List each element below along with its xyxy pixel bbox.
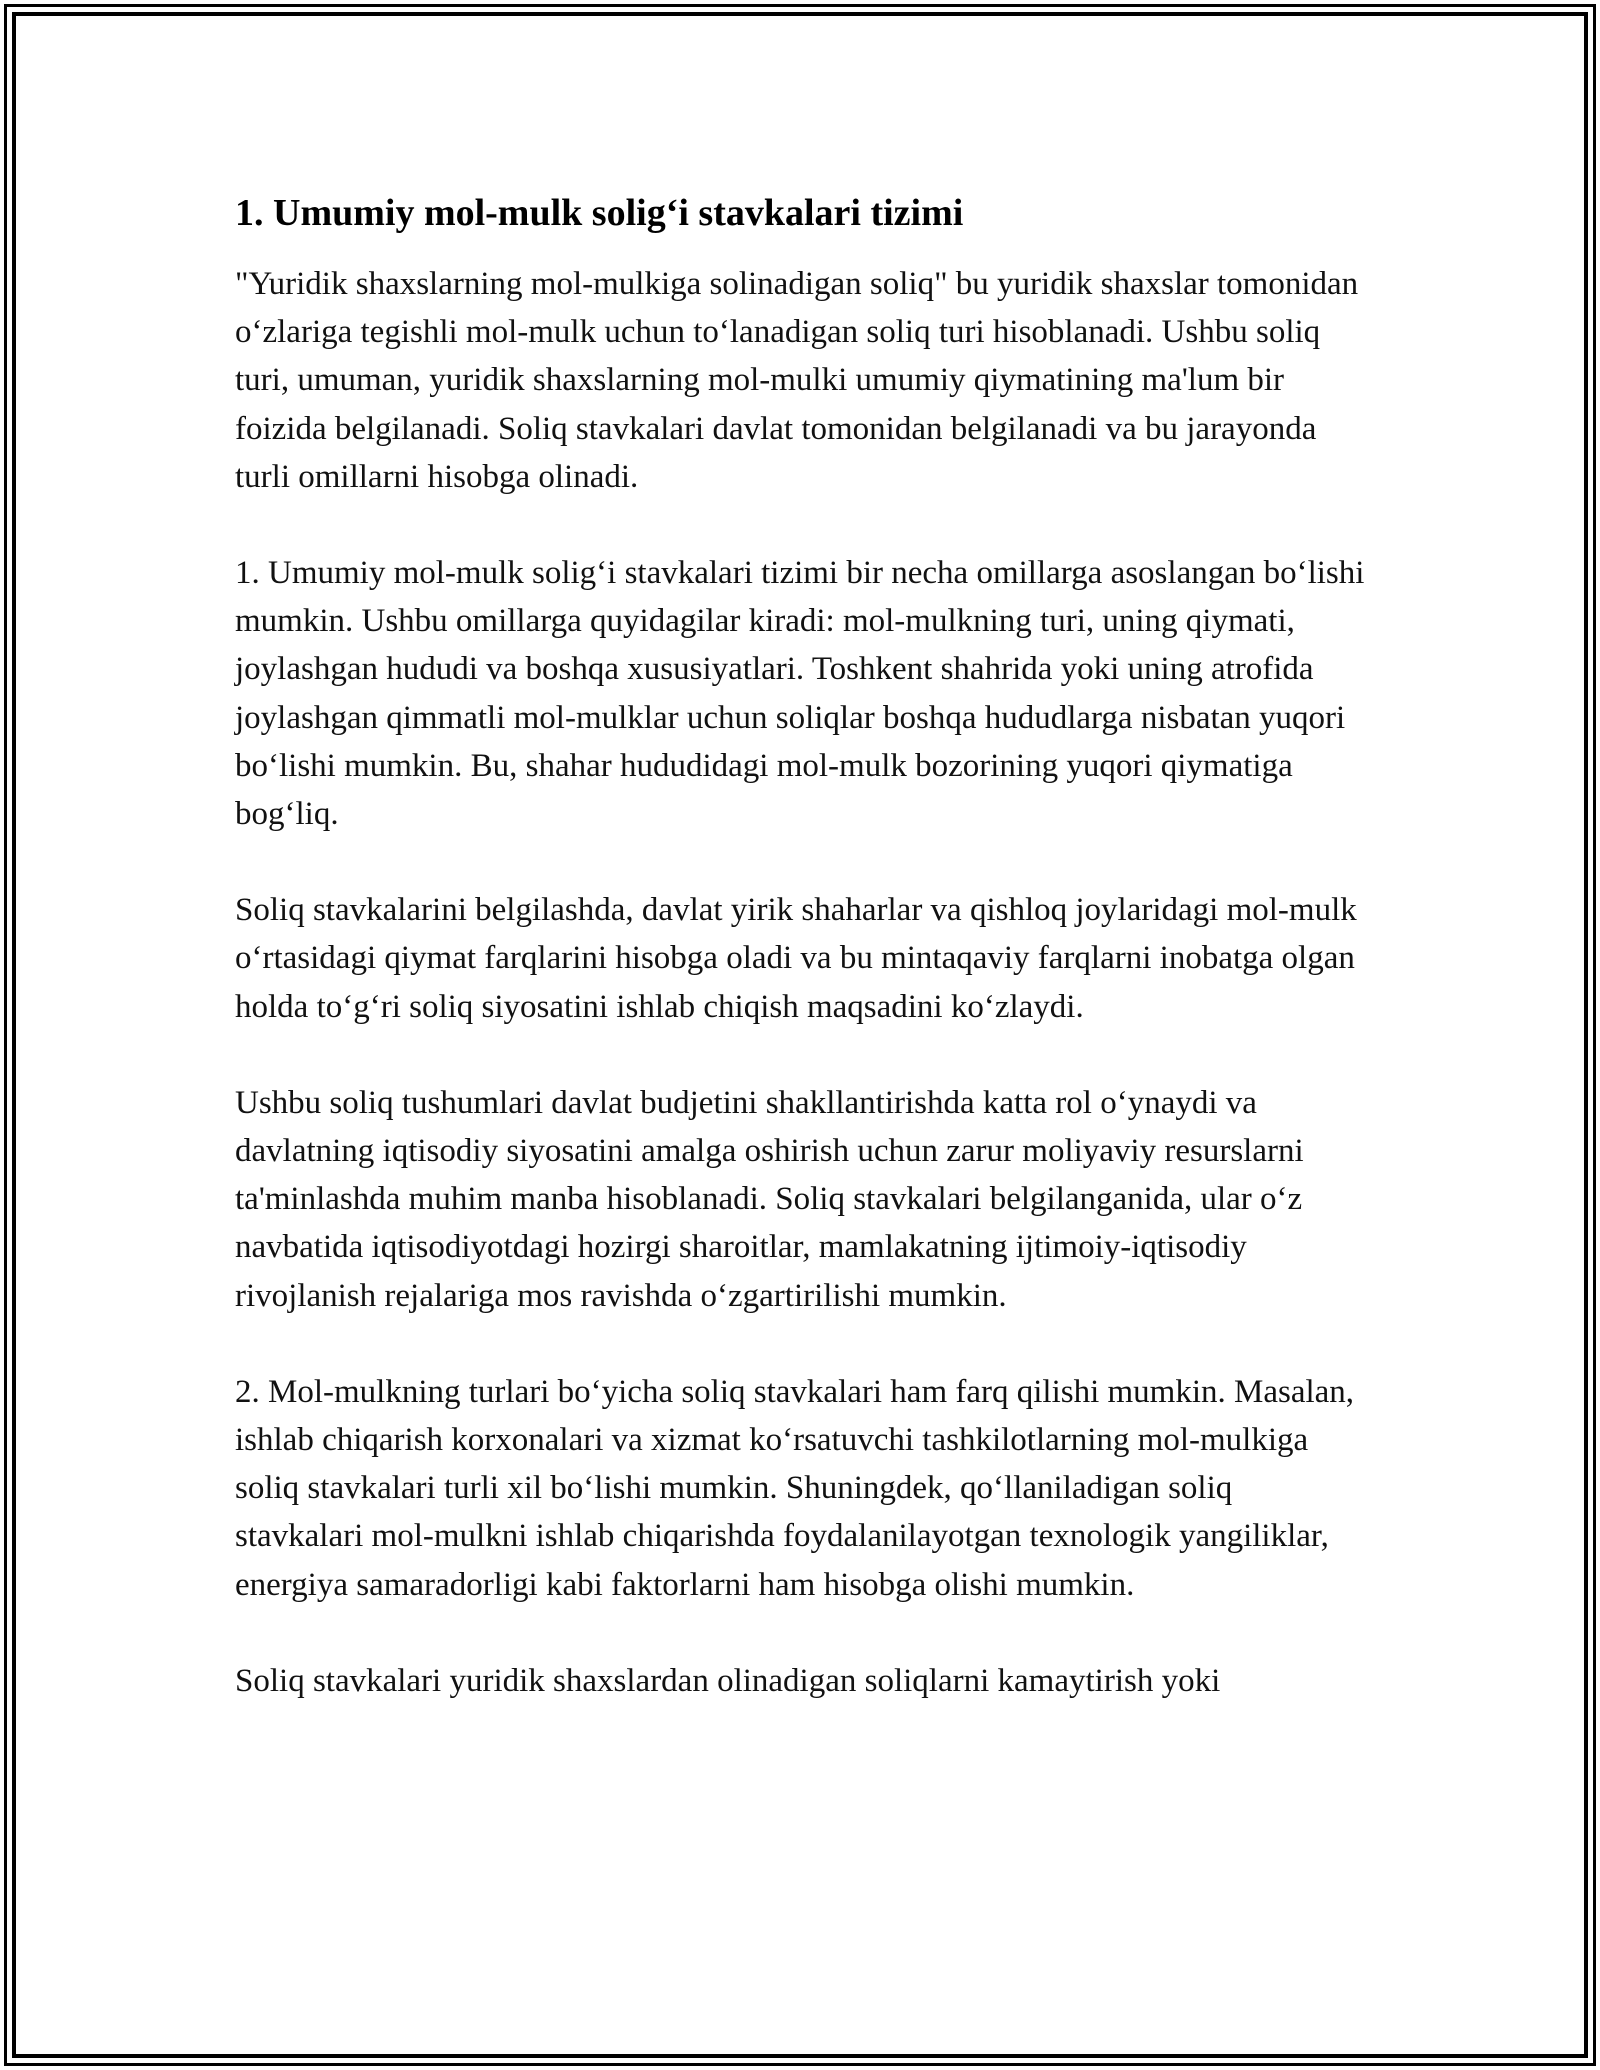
- section-heading: 1. Umumiy mol-mulk solig‘i stavkalari tizimi: [235, 192, 964, 234]
- paragraph-5: 2. Mol-mulkning turlari bo‘yicha soliq stavkalari ham farq qilishi mumkin. Masalan, ishlab chiqarish korxonalari va xizmat ko‘rsatuvchi tashkilotlarning mol-mulkiga soliq stavkalari turli xil bo‘lishi mumkin. Shuningdek, qo‘llaniladigan soliq stavkalari mol-mulkni ishlab chiqarishda foydalanilayotgan texnologik yangiliklar, energiya samaradorligi kabi faktorlarni ham hisobga olishi mumkin.: [235, 1373, 1355, 1603]
- paragraph-4: Ushbu soliq tushumlari davlat budjetini shakllantirishda katta rol o‘ynaydi va davlatning iqtisodiy siyosatini amalga oshirish uchun zarur moliyaviy resurslarni ta'minlashda muhim manba hisoblanadi. Soliq stavkalari belgilanganida, ular o‘z navbatida iqtisodiyotdagi hozirgi sharoitlar, mamlakatning ijtimoiy-iqtisodiy rivojlanish rejalariga mos ravishda o‘zgartirilishi mumkin.: [235, 1084, 1304, 1314]
- paragraph-2: 1. Umumiy mol-mulk solig‘i stavkalari tizimi bir necha omillarga asoslangan bo‘lishi mumkin. Ushbu omillarga quyidagilar kiradi: mol-mulkning turi, uning qiymati, joylashgan hududi va boshqa xususiyatlari. Toshkent shahrida yoki uning atrofida joylashgan qimmatli mol-mulklar uchun soliqlar boshqa hududlarga nisbatan yuqori bo‘lishi mumkin. Bu, shahar hududidagi mol-mulk bozorining yuqori qiymatiga bog‘liq.: [235, 555, 1365, 833]
- paragraph-1: "Yuridik shaxslarning mol-mulkiga solinadigan soliq" bu yuridik shaxslar tomonidan o‘zlariga tegishli mol-mulk uchun to‘lanadigan soliq turi hisoblanadi. Ushbu soliq turi, umuman, yuridik shaxslarning mol-mulki umumiy qiymatining ma'lum bir foizida belgilanadi. Soliq stavkalari davlat tomonidan belgilanadi va bu jarayonda turli omillarni hisobga olinadi.: [235, 266, 1359, 495]
- document-body: [235, 188, 1365, 1753]
- paragraph-6: Soliq stavkalari yuridik shaxslardan olinadigan soliqlarni kamaytirish yoki: [235, 1662, 1221, 1699]
- paragraph-3: Soliq stavkalarini belgilashda, davlat yirik shaharlar va qishloq joylaridagi mol-mulk o‘rtasidagi qiymat farqlarini hisobga oladi va bu mintaqaviy farqlarni inobatga olgan holda to‘g‘ri soliq siyosatini ishlab chiqish maqsadini ko‘zlaydi.: [235, 892, 1357, 1025]
